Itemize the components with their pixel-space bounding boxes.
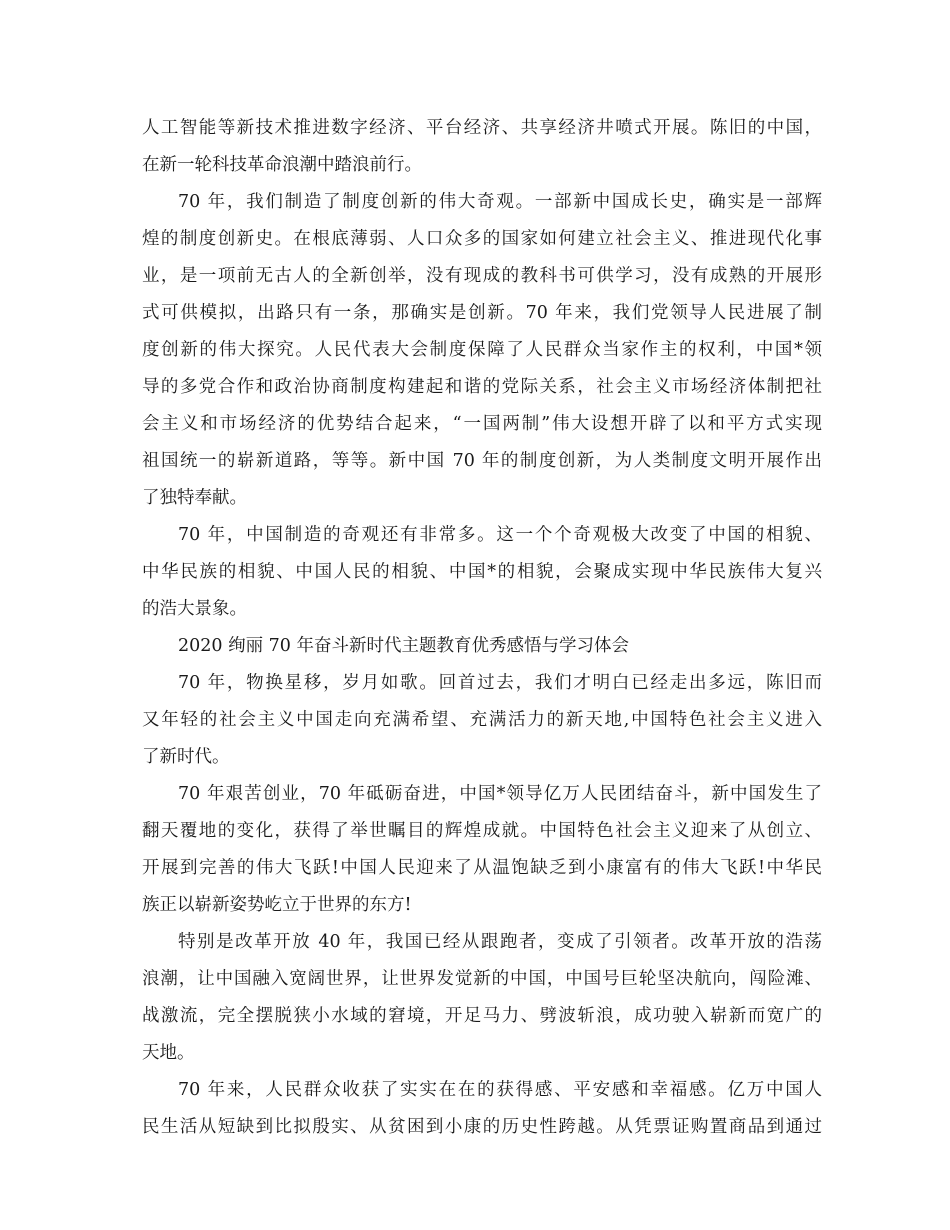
text-line: 族正以崭新姿势屹立于世界的东方!: [142, 895, 412, 915]
section-title-text: 2020 绚丽 70 年奋斗新时代主题教育优秀感悟与学习体会: [178, 636, 629, 656]
text-line: 70 年来，人民群众收获了实实在在的获得感、平安感和幸福感。亿万中国人: [178, 1080, 822, 1100]
text-line: 特别是改革开放 40 年，我国已经从跟跑者，变成了引领者。改革开放的浩荡: [178, 932, 822, 952]
text-line: 70 年，物换星移，岁月如歌。回首过去，我们才明白已经走出多远，陈旧而: [178, 673, 822, 693]
text-line: 祖国统一的崭新道路，等等。新中国 70 年的制度创新，为人类制度文明开展作出: [142, 451, 822, 471]
text-line: 人工智能等新技术推进数字经济、平台经济、共享经济井喷式开展。陈旧的中国，: [142, 118, 822, 138]
text-line: 70 年艰苦创业，70 年砥砺奋进，中国*领导亿万人民团结奋斗，新中国发生了: [178, 784, 822, 804]
text-line: 70 年，中国制造的奇观还有非常多。这一个个奇观极大改变了中国的相貌、: [178, 525, 822, 545]
text-line: 业，是一项前无古人的全新创举，没有现成的教科书可供学习，没有成熟的开展形: [142, 266, 822, 286]
text-line: 了新时代。: [142, 747, 230, 767]
text-line: 度创新的伟大探究。人民代表大会制度保障了人民群众当家作主的权利，中国*领: [142, 340, 822, 360]
text-line: 开展到完善的伟大飞跃!中国人民迎来了从温饱缺乏到小康富有的伟大飞跃!中华民: [142, 858, 822, 878]
text-line: 的浩大景象。: [142, 599, 247, 619]
text-line: 天地。: [142, 1043, 195, 1063]
text-line: 了独特奉献。: [142, 488, 247, 508]
text-line: 翻天覆地的变化，获得了举世瞩目的辉煌成就。中国特色社会主义迎来了从创立、: [142, 821, 822, 841]
text-line: 式可供模拟，出路只有一条，那确实是创新。70 年来，我们党领导人民进展了制: [142, 303, 822, 323]
text-line: 70 年，我们制造了制度创新的伟大奇观。一部新中国成长史，确实是一部辉: [178, 192, 822, 212]
text-line: 浪潮，让中国融入宽阔世界，让世界发觉新的中国，中国号巨轮坚决航向，闯险滩、: [142, 969, 822, 989]
text-line: 中华民族的相貌、中国人民的相貌、中国*的相貌，会聚成实现中华民族伟大复兴: [142, 562, 822, 582]
text-line: 煌的制度创新史。在根底薄弱、人口众多的国家如何建立社会主义、推进现代化事: [142, 229, 822, 249]
text-line: 导的多党合作和政治协商制度构建起和谐的党际关系，社会主义市场经济体制把社: [142, 377, 822, 397]
text-line: 会主义和市场经济的优势结合起来，“一国两制”伟大设想开辟了以和平方式实现: [142, 414, 822, 434]
text-line: 在新一轮科技革命浪潮中踏浪前行。: [142, 155, 422, 175]
text-line: 民生活从短缺到比拟殷实、从贫困到小康的历史性跨越。从凭票证购置商品到通过: [142, 1117, 822, 1137]
text-line: 战激流，完全摆脱狭小水域的窘境，开足马力、劈波斩浪，成功驶入崭新而宽广的: [142, 1006, 822, 1026]
text-line: 又年轻的社会主义中国走向充满希望、充满活力的新天地,中国特色社会主义进入: [142, 710, 822, 730]
